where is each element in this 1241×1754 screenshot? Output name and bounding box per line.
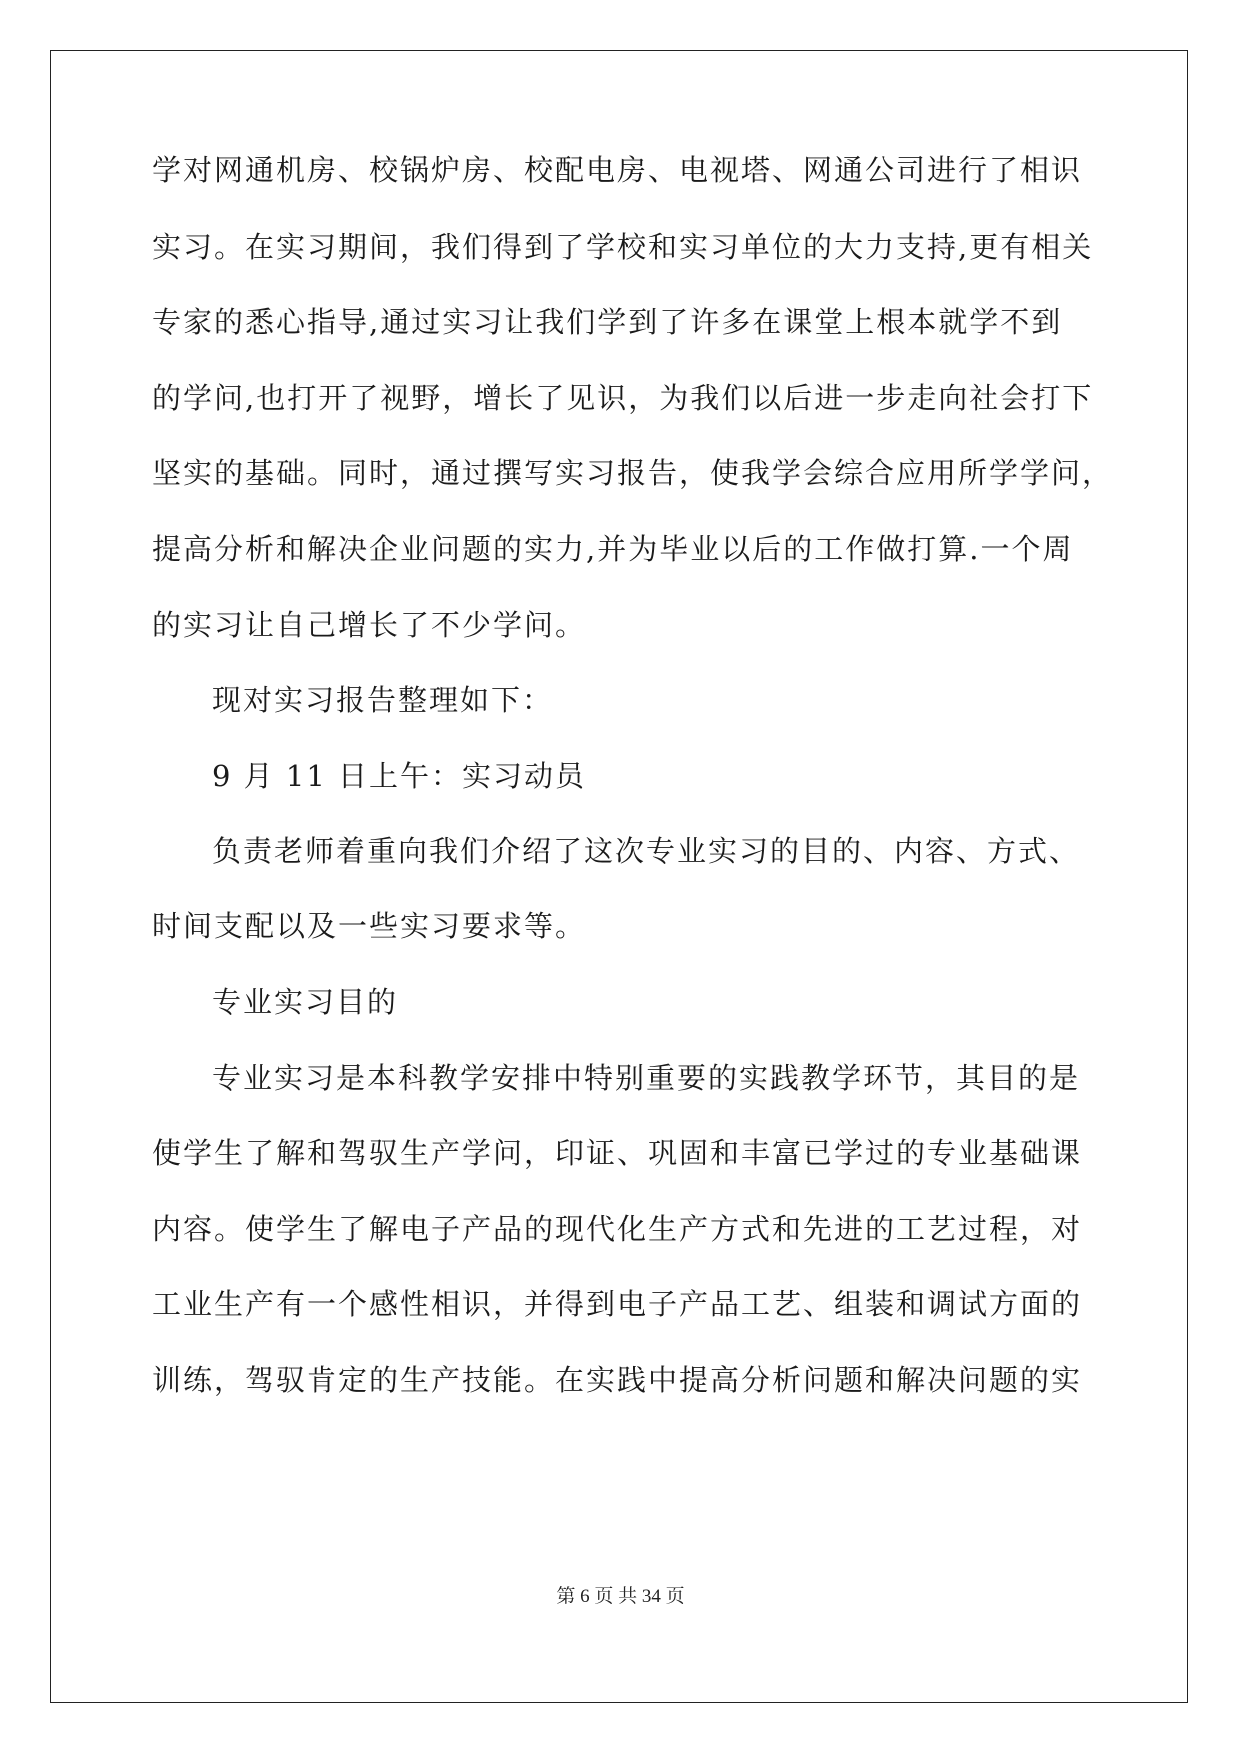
page-border [50,50,1188,1703]
text-line-1: 学对网通机房、校锅炉房、校配电房、电视塔、网通公司进行了相识 [152,153,1083,187]
text-line-5: 坚实的基础。同时，通过撰写实习报告，使我学会综合应用所学学问， [152,456,1114,490]
text-line-3: 专家的悉心指导,通过实习让我们学到了许多在课堂上根本就学不到 [152,305,1063,339]
text-line-4: 的学问,也打开了视野，增长了见识，为我们以后进一步走向社会打下 [152,381,1094,415]
text-line-13: 专业实习是本科教学安排中特别重要的实践教学环节，其目的是 [212,1061,1081,1095]
text-line-16: 工业生产有一个感性相识，并得到电子产品工艺、组装和调试方面的 [152,1287,1083,1321]
section-heading: 专业实习目的 [212,985,399,1019]
text-line-14: 使学生了解和驾驭生产学问，印证、巩固和丰富已学过的专业基础课 [152,1136,1083,1170]
text-line-17: 训练，驾驭肯定的生产技能。在实践中提高分析问题和解决问题的实 [152,1363,1083,1397]
text-line-10: 负责老师着重向我们介绍了这次专业实习的目的、内容、方式、 [212,834,1081,868]
text-line-7: 的实习让自己增长了不少学问。 [152,608,587,642]
text-line-9: 9 月 11 日上午：实习动员 [212,759,587,793]
text-line-8: 现对实习报告整理如下： [212,683,554,717]
text-line-2: 实习。在实习期间，我们得到了学校和实习单位的大力支持,更有相关 [152,230,1094,264]
text-line-11: 时间支配以及一些实习要求等。 [152,909,587,943]
text-line-15: 内容。使学生了解电子产品的现代化生产方式和先进的工艺过程，对 [152,1212,1083,1246]
text-line-6: 提高分析和解决企业问题的实力,并为毕业以后的工作做打算.一个周 [152,532,1074,566]
page-number-footer: 第 6 页 共 34 页 [556,1586,685,1607]
